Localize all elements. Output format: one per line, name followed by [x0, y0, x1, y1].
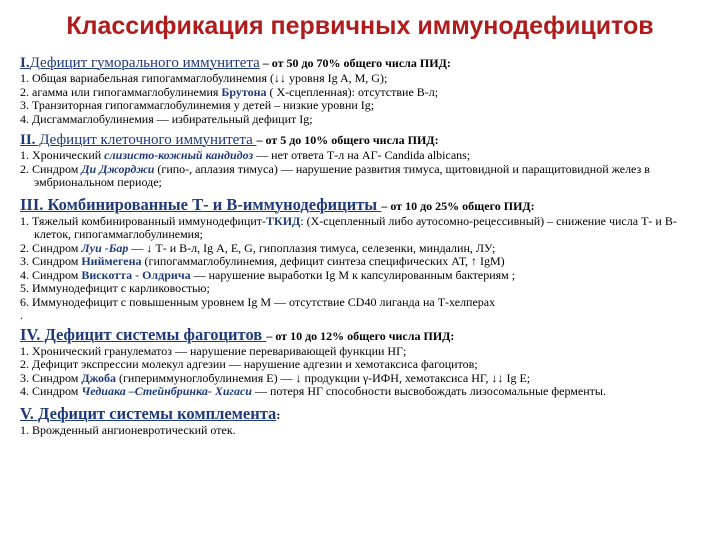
- section-share: – от 5 до 10% общего числа ПИД:: [256, 133, 439, 147]
- section-title: Дефицит гуморального иммунитета: [29, 55, 260, 71]
- item-highlight: Луи -Бар: [81, 240, 129, 255]
- item-text: : (Х-сцепленный либо аутосомно-рецессивный) – снижение числа Т- и В- клеток, гипогаммаглобулинемия;: [34, 213, 677, 241]
- list-item: [20, 372, 700, 386]
- item-highlight: Вискотта - Олдрича: [81, 267, 191, 282]
- list-item: [20, 309, 700, 323]
- item-text: 3. Синдром: [20, 254, 82, 268]
- item-text: 1. Хронический: [20, 148, 105, 162]
- section-title: Дефицит системы фагоцитов: [40, 324, 267, 344]
- section-number: I.: [20, 55, 30, 71]
- item-text: 1. Хронический гранулематоз — нарушение переваривающей функции НГ;: [20, 343, 407, 358]
- item-text: 3. Синдром: [20, 370, 82, 385]
- list-item: [20, 99, 700, 113]
- section-heading: [20, 132, 700, 149]
- list-item: [20, 86, 700, 100]
- section-heading: [20, 405, 700, 424]
- item-text: 4. Синдром: [20, 384, 82, 398]
- section-list: [20, 424, 700, 438]
- item-text: 3. Транзиторная гипогаммаглобулинемия у детей – низкие уровни Ig;: [20, 98, 375, 112]
- item-highlight: Джоба: [81, 370, 116, 385]
- section-list: [20, 72, 700, 126]
- list-item: [20, 296, 700, 310]
- section-title: Дефицит системы комплемента: [33, 403, 277, 423]
- item-text: 2. агамма или гипогаммаглобулинемия: [20, 84, 222, 99]
- list-item: [20, 255, 700, 269]
- section-phagocytes: [20, 326, 700, 399]
- section-heading: [20, 55, 700, 72]
- section-share: :: [276, 407, 281, 422]
- list-item: [20, 72, 700, 86]
- item-text: — нарушение выработки Ig M к капсулированным бактериям ;: [190, 267, 516, 282]
- section-combined: [20, 196, 700, 323]
- item-text: — ↓ Т- и В-л, Ig А, Е, G, гипоплазия тимуса, селезенки, миндалин, ЛУ;: [128, 240, 496, 255]
- item-text: 5. Иммунодефицит с карликовостью;: [20, 281, 210, 295]
- item-text: (гипогаммаглобулинемия, дефицит синтеза специфических АТ, ↑ IgM): [141, 254, 505, 268]
- list-item: [20, 215, 700, 242]
- section-number: IV.: [20, 324, 41, 344]
- section-title: Дефицит клеточного иммунитета: [35, 132, 257, 148]
- item-text: ( Х-сцепленная): отсутствие В-л;: [266, 84, 439, 99]
- item-text: 1. Тяжелый комбинированный иммунодефицит-: [20, 213, 266, 228]
- item-text: 1. Общая вариабельная гипогаммаглобулинемия (↓↓ уровня Ig A, M, G);: [20, 71, 388, 85]
- section-list: [20, 215, 700, 323]
- item-text: — потеря НГ способности высвобождать лизосомальные ферменты.: [251, 384, 606, 398]
- list-item: [20, 385, 700, 399]
- list-item: [20, 282, 700, 296]
- section-share: – от 50 до 70% общего числа ПИД:: [259, 56, 451, 70]
- list-item: [20, 149, 700, 163]
- item-text: 6. Иммунодефицит с повышенным уровнем Ig M — отсутствие CD40 лиганда на Т-хелперах: [20, 294, 496, 309]
- section-number: V.: [20, 403, 34, 423]
- page-title: Классификация первичных иммунодефицитов: [66, 12, 654, 40]
- item-highlight: Чедиака –Стейнбринка- Хигаси: [81, 384, 252, 398]
- item-text: 2. Синдром: [20, 161, 82, 176]
- item-highlight: Брутона: [221, 84, 267, 99]
- item-text: (гипо-, аплазия тимуса) — нарушение развития тимуса, щитовидной и паращитовидной желез в эмбриональном периоде;: [34, 161, 650, 189]
- section-heading: [20, 326, 700, 345]
- item-text: 2. Дефицит экспрессии молекул адгезии — нарушение адгезии и хемотаксиса фагоцитов;: [20, 357, 478, 371]
- list-item: [20, 163, 700, 190]
- item-text: 4. Синдром: [20, 267, 82, 282]
- section-list: [20, 345, 700, 399]
- item-text: — нет ответа Т-л на АГ- Candida albicans;: [253, 148, 471, 162]
- item-text: .: [20, 308, 23, 322]
- item-highlight: ТКИД: [266, 213, 301, 228]
- section-cellular: [20, 132, 700, 190]
- item-highlight: Ди Джорджи: [81, 161, 155, 176]
- section-title: Комбинированные Т- и В-иммунодефициты: [43, 194, 382, 214]
- list-item: [20, 113, 700, 127]
- section-share: – от 10 до 25% общего ПИД:: [381, 198, 535, 213]
- section-list: [20, 149, 700, 190]
- item-text: 4. Дисгаммаглобулинемия — избирательный дефицит Ig;: [20, 111, 313, 126]
- section-complement: [20, 405, 700, 438]
- item-highlight: слизисто-кожный кандидоз: [104, 148, 254, 162]
- item-text: 2. Синдром: [20, 240, 82, 255]
- list-item: [20, 424, 700, 438]
- section-heading: [20, 196, 700, 215]
- item-highlight: Ниймегена: [81, 254, 142, 268]
- section-number: II.: [20, 132, 36, 148]
- section-share: – от 10 до 12% общего числа ПИД:: [266, 328, 455, 343]
- item-text: 1. Врожденный ангионевротический отек.: [20, 422, 236, 437]
- list-item: [20, 345, 700, 359]
- item-text: (гипериммуноглобулинемия E) — ↓ продукции γ-ИФН, хемотаксиса НГ, ↓↓ Ig E;: [116, 370, 531, 385]
- list-item: [20, 269, 700, 283]
- section-number: III.: [20, 194, 44, 214]
- list-item: [20, 358, 700, 372]
- list-item: [20, 242, 700, 256]
- section-humoral: [20, 55, 700, 126]
